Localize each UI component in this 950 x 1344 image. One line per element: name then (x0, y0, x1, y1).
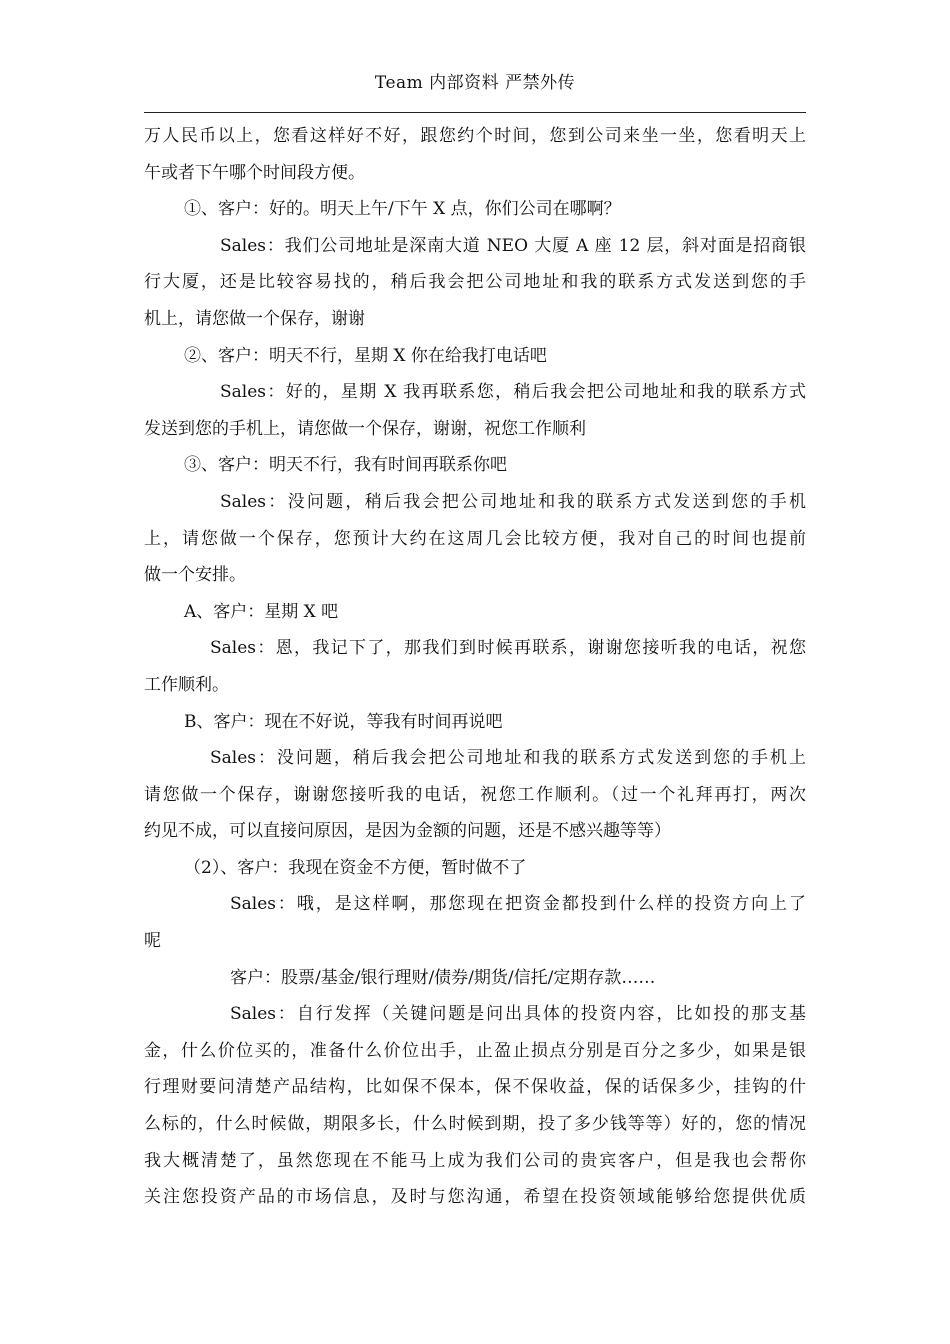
header-divider (144, 112, 806, 113)
paragraph-line: Sales：自行发挥（关键问题是问出具体的投资内容，比如投的那支基 (230, 1004, 806, 1025)
paragraph-line: 呢 (144, 931, 161, 952)
paragraph-line: （2）、客户：我现在资金不方便，暂时做不了 (184, 857, 527, 878)
paragraph-line: Sales：哦，是这样啊，那您现在把资金都投到什么样的投资方向上了 (230, 894, 806, 915)
paragraph-line: 行理财要问清楚产品结构，比如保不保本，保不保收益，保的话保多少，挂钩的什 (144, 1077, 806, 1098)
paragraph-line: ③、客户：明天不行，我有时间再联系你吧 (184, 455, 507, 476)
page-header: Team 内部资料 严禁外传 (374, 73, 576, 93)
paragraph-line: 行大厦，还是比较容易找的，稍后我会把公司地址和我的联系方式发送到您的手 (144, 272, 806, 293)
paragraph-line: 上，请您做一个保存，您预计大约在这周几会比较方便，我对自己的时间也提前 (144, 528, 806, 549)
paragraph-line: Sales：恩，我记下了，那我们到时候再联系，谢谢您接听我的电话，祝您 (210, 638, 806, 659)
paragraph-line: B、客户：现在不好说，等我有时间再说吧 (184, 711, 503, 732)
document-body (144, 118, 806, 1216)
paragraph-line: Sales：没问题，稍后我会把公司地址和我的联系方式发送到您的手机 (220, 491, 806, 512)
paragraph-line: 工作顺利。 (144, 674, 229, 695)
paragraph-line: Sales：我们公司地址是深南大道 NEO 大厦 A 座 12 层，斜对面是招商银 (220, 235, 806, 256)
paragraph-line: ②、客户：明天不行，星期 X 你在给我打电话吧 (184, 345, 547, 366)
paragraph-line: Sales：好的，星期 X 我再联系您，稍后我会把公司地址和我的联系方式 (220, 382, 806, 403)
paragraph-line: 万人民币以上，您看这样好不好，跟您约个时间，您到公司来坐一坐，您看明天上 (144, 126, 806, 146)
paragraph-line: 我大概清楚了，虽然您现在不能马上成为我们公司的贵宾客户，但是我也会帮你 (144, 1150, 806, 1171)
paragraph-line: 客户：股票/基金/银行理财/债券/期货/信托/定期存款…… (230, 967, 656, 988)
paragraph-line: 做一个安排。 (144, 565, 246, 586)
paragraph-line: 约见不成，可以直接问原因，是因为金额的问题，还是不感兴趣等等） (144, 821, 671, 842)
paragraph-line: 午或者下午哪个时间段方便。 (144, 162, 365, 183)
paragraph-line: 么标的，什么时候做，期限多长，什么时候到期，投了多少钱等等）好的，您的情况 (144, 1114, 806, 1135)
paragraph-line: A、客户：星期 X 吧 (184, 601, 339, 622)
paragraph-line: 金，什么价位买的，准备什么价位出手，止盈止损点分别是百分之多少，如果是银 (144, 1040, 806, 1061)
paragraph-line: ①、客户：好的。明天上午/下午 X 点，你们公司在哪啊？ (184, 199, 621, 220)
paragraph-line: 关注您投资产品的市场信息，及时与您沟通，希望在投资领域能够给您提供优质 (144, 1187, 806, 1208)
paragraph-line: 机上，请您做一个保存，谢谢 (144, 308, 365, 329)
paragraph-line: Sales：没问题，稍后我会把公司地址和我的联系方式发送到您的手机上 (210, 748, 806, 769)
paragraph-line: 请您做一个保存，谢谢您接听我的电话，祝您工作顺利。（过一个礼拜再打，两次 (144, 784, 806, 805)
paragraph-line: 发送到您的手机上，请您做一个保存，谢谢，祝您工作顺利 (144, 418, 586, 439)
